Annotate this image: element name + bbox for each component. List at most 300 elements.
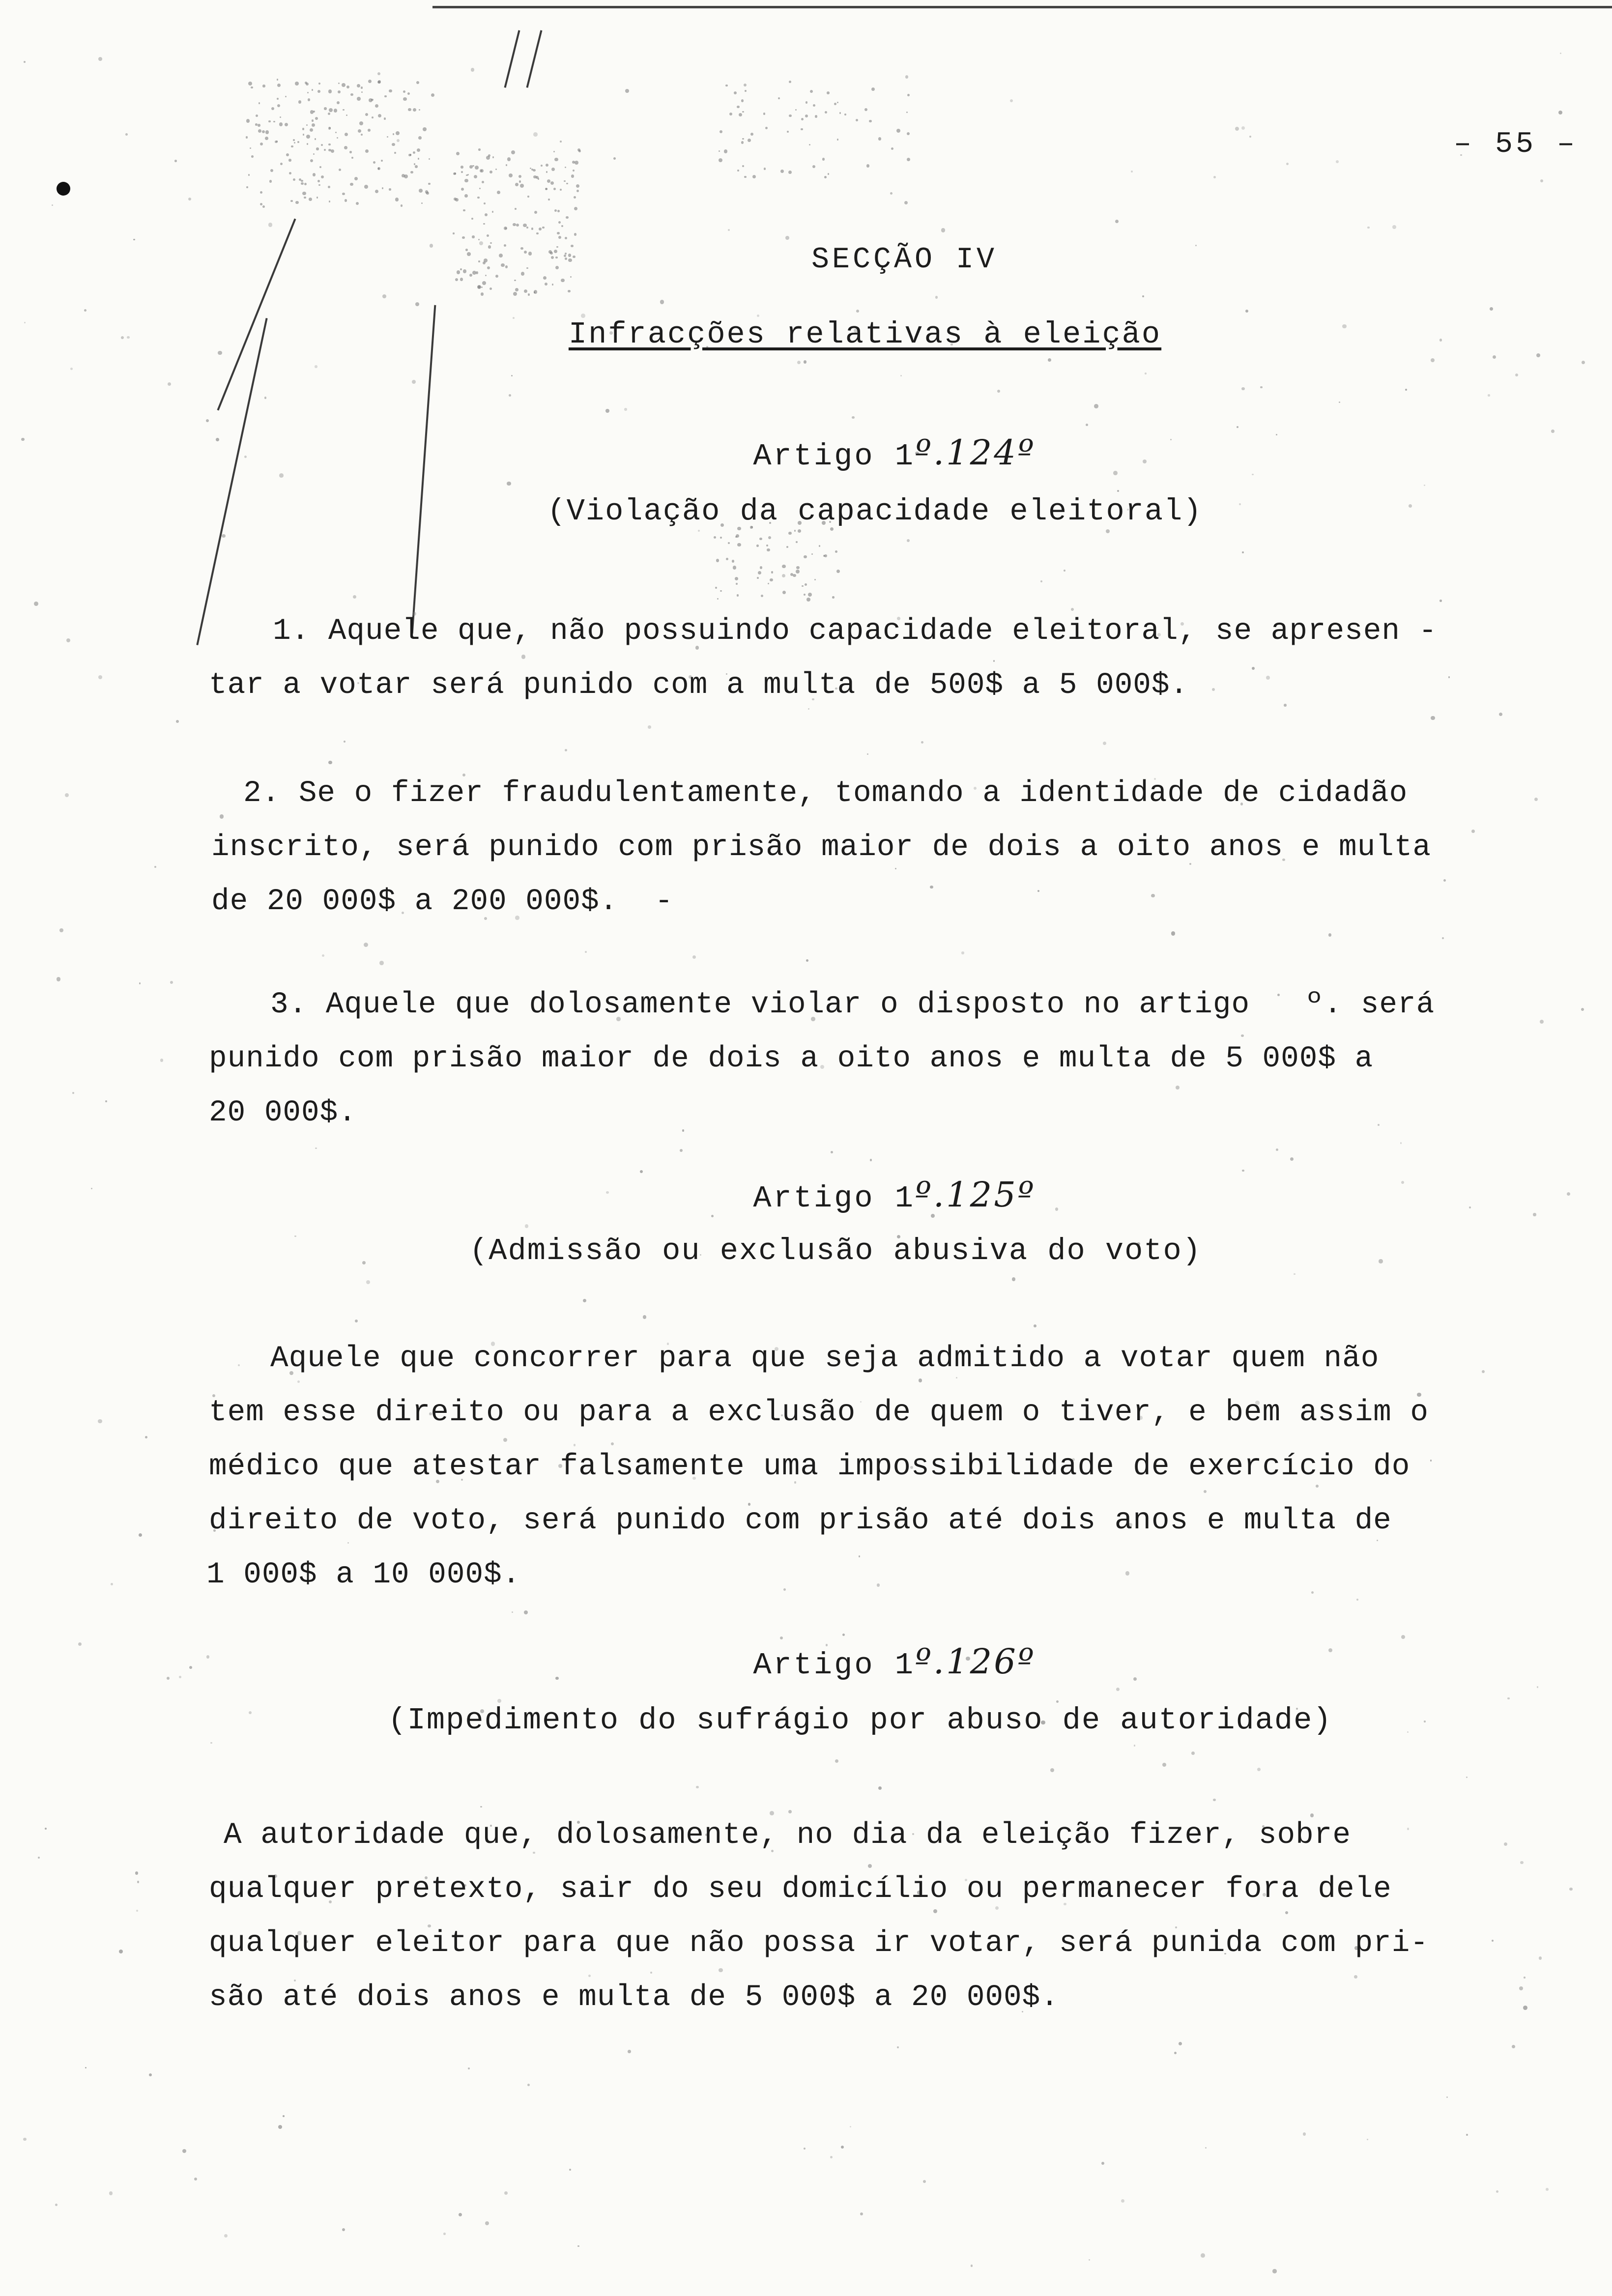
scan-speckle xyxy=(312,89,313,90)
scan-speckle xyxy=(271,107,274,110)
scan-speckle xyxy=(907,132,910,136)
scan-speckle xyxy=(574,196,576,199)
scan-speckle xyxy=(566,183,568,185)
scan-speckle xyxy=(206,419,209,422)
scan-speckle xyxy=(384,95,386,97)
scan-speckle xyxy=(294,142,295,144)
scan-speckle xyxy=(315,1148,317,1149)
paragraph-line: A autoridade que, dolosamente, no dia da eleição fizer, sobre xyxy=(224,1818,1351,1852)
scan-speckle xyxy=(805,115,808,117)
scan-speckle xyxy=(871,87,875,91)
scan-speckle xyxy=(1235,127,1239,131)
scan-speckle xyxy=(278,2125,282,2129)
scan-speckle xyxy=(737,543,741,547)
scan-speckle xyxy=(780,170,784,173)
scan-speckle xyxy=(574,207,577,210)
scan-speckle xyxy=(280,163,283,165)
scan-speckle xyxy=(382,294,386,298)
scan-speckle xyxy=(1496,2190,1498,2193)
scan-speckle xyxy=(318,184,320,186)
scan-speckle xyxy=(839,112,841,114)
scan-speckle xyxy=(1499,713,1502,716)
scan-speckle xyxy=(1131,171,1133,173)
article-subtitle: (Violação da capacidade eleitoral) xyxy=(547,494,1203,529)
scan-speckle xyxy=(160,1059,164,1062)
scan-speckle xyxy=(1237,426,1238,428)
scan-speckle xyxy=(38,1857,40,1859)
scan-speckle xyxy=(258,124,260,126)
scan-speckle xyxy=(403,90,405,93)
scan-speckle xyxy=(716,559,719,562)
scan-speckle xyxy=(1520,1861,1524,1865)
scan-speckle xyxy=(84,309,86,312)
scan-speckle xyxy=(492,211,494,213)
scan-speckle xyxy=(344,741,345,743)
scan-speckle xyxy=(1103,742,1106,745)
scan-speckle xyxy=(804,555,806,558)
scan-speckle xyxy=(737,594,739,596)
scan-speckle xyxy=(265,137,268,140)
scan-speckle xyxy=(1466,2134,1468,2136)
scan-speckle xyxy=(210,1742,212,1744)
scan-speckle xyxy=(379,961,384,965)
scan-speckle xyxy=(745,90,747,92)
scan-speckle xyxy=(289,172,291,174)
scan-speckle xyxy=(344,146,347,149)
scan-speckle xyxy=(329,108,333,112)
scan-speckle xyxy=(997,390,1000,393)
scan-speckle xyxy=(564,180,566,182)
scan-speckle xyxy=(381,160,383,162)
scan-speckle xyxy=(814,579,816,580)
scan-speckle xyxy=(260,143,263,145)
scan-speckle xyxy=(1537,1686,1539,1688)
scan-speckle xyxy=(565,167,566,168)
scan-speckle xyxy=(789,81,791,83)
scan-speckle xyxy=(541,165,543,167)
scan-speckle xyxy=(742,111,744,113)
scan-speckle xyxy=(1356,1599,1358,1601)
scan-speckle xyxy=(554,158,558,162)
scan-speckle xyxy=(553,188,556,190)
scan-speckle xyxy=(365,113,369,116)
scan-speckle xyxy=(387,136,388,138)
scan-speckle xyxy=(737,106,739,108)
scan-speckle xyxy=(557,210,560,212)
scan-speckle xyxy=(714,536,716,539)
scan-speckle xyxy=(105,1100,107,1102)
scan-speckle xyxy=(561,279,565,283)
scan-speckle xyxy=(1439,600,1442,602)
scan-speckle xyxy=(423,127,426,131)
scan-speckle xyxy=(527,196,529,197)
scan-speckle xyxy=(268,120,270,122)
scan-speckle xyxy=(1201,2253,1205,2258)
scan-speckle xyxy=(806,598,810,602)
scan-speckle xyxy=(554,209,557,212)
scan-speckle xyxy=(561,225,563,227)
scan-speckle xyxy=(533,169,536,172)
scan-speckle xyxy=(1431,716,1435,720)
scan-speckle xyxy=(415,165,417,168)
scan-speckle xyxy=(728,542,730,544)
scan-speckle xyxy=(971,2265,973,2267)
scan-speckle xyxy=(1519,1986,1523,1990)
scan-speckle xyxy=(552,284,553,285)
scan-speckle xyxy=(648,725,651,729)
scan-speckle xyxy=(98,1419,102,1424)
scan-speckle xyxy=(830,2156,833,2158)
scan-speckle xyxy=(696,1786,699,1789)
paragraph-line: são até dois anos e multa de 5 000$ a 20 000$. xyxy=(209,1980,1059,2014)
scan-speckle xyxy=(513,292,517,296)
scan-speckle xyxy=(306,83,309,86)
scan-speckle xyxy=(1430,1460,1432,1461)
scan-speckle xyxy=(1328,933,1332,937)
scan-speckle xyxy=(1339,402,1340,403)
scan-speckle xyxy=(1581,1008,1584,1011)
scan-speckle xyxy=(835,550,837,553)
scan-speckle xyxy=(315,138,316,140)
scan-speckle xyxy=(719,150,720,152)
scan-speckle xyxy=(136,1910,138,1912)
scan-speckle xyxy=(421,202,423,204)
scan-speckle xyxy=(269,180,272,182)
scan-speckle xyxy=(515,183,518,186)
scan-speckle xyxy=(389,89,392,93)
scan-speckle xyxy=(306,124,308,126)
scan-speckle xyxy=(906,112,908,113)
scan-speckle xyxy=(724,149,727,153)
scan-speckle xyxy=(246,136,248,138)
scan-speckle xyxy=(355,1320,358,1322)
scan-speckle xyxy=(480,1806,482,1808)
scan-speckle xyxy=(573,170,575,172)
scan-speckle xyxy=(410,171,413,173)
scan-speckle xyxy=(804,360,807,364)
scan-speckle xyxy=(111,1583,113,1585)
scan-speckle xyxy=(478,286,481,288)
scan-speckle xyxy=(125,133,128,136)
article-label: Artigo 1 xyxy=(753,439,915,474)
scan-speckle xyxy=(220,814,224,819)
scan-speckle xyxy=(464,179,468,183)
scan-speckle xyxy=(342,2228,345,2231)
scan-speckle xyxy=(782,591,786,594)
scan-speckle xyxy=(1010,99,1013,102)
scan-speckle xyxy=(1272,2269,1276,2273)
scan-speckle xyxy=(805,583,807,586)
scan-speckle xyxy=(715,587,717,589)
scan-speckle xyxy=(397,139,400,142)
scan-speckle xyxy=(375,104,378,108)
scan-speckle xyxy=(149,2073,152,2076)
scan-speckle xyxy=(285,96,287,97)
scan-speckle xyxy=(680,1149,683,1152)
scan-speckle xyxy=(788,532,792,535)
scan-speckle xyxy=(408,154,411,156)
scan-speckle xyxy=(194,2178,197,2181)
scan-speckle xyxy=(308,98,311,101)
scan-speckle xyxy=(757,577,759,579)
scan-speckle xyxy=(482,181,484,183)
scan-speckle xyxy=(485,2221,489,2225)
scan-speckle xyxy=(923,2180,926,2183)
scan-speckle xyxy=(416,81,419,84)
scan-speckle xyxy=(350,183,353,186)
scan-speckle xyxy=(1142,295,1144,297)
scan-speckle xyxy=(768,583,769,584)
scan-speckle xyxy=(415,302,419,306)
scan-speckle xyxy=(728,229,730,231)
scan-speckle xyxy=(471,218,473,220)
scan-speckle xyxy=(856,310,859,313)
scan-speckle xyxy=(472,235,474,238)
scan-speckle xyxy=(1257,1768,1261,1771)
scan-speckle xyxy=(461,171,463,173)
scan-speckle xyxy=(907,158,910,161)
paragraph-line: qualquer eleitor para que não possa ir votar, será punida com pri- xyxy=(209,1926,1429,1960)
scan-speckle xyxy=(309,198,312,201)
scan-speckle xyxy=(497,191,500,194)
scan-speckle xyxy=(896,129,900,133)
scan-speckle xyxy=(317,197,318,199)
scan-speckle xyxy=(717,598,719,600)
scan-speckle xyxy=(545,188,547,190)
scan-speckle xyxy=(329,201,331,202)
scan-speckle xyxy=(542,227,544,229)
scan-speckle xyxy=(736,534,739,538)
scan-speckle xyxy=(1488,394,1490,397)
scan-speckle xyxy=(566,216,569,219)
scan-speckle xyxy=(306,135,310,139)
scan-speckle xyxy=(413,108,417,112)
scan-speckle xyxy=(170,981,173,984)
scan-speckle xyxy=(321,175,324,178)
scan-speckle xyxy=(1212,688,1215,691)
scan-speckle xyxy=(935,296,938,298)
scan-speckle xyxy=(260,191,262,194)
scan-speckle xyxy=(1266,676,1270,680)
scan-speckle xyxy=(481,287,483,288)
scan-speckle xyxy=(489,287,492,290)
scan-speckle xyxy=(1176,1086,1180,1090)
scan-speckle xyxy=(65,793,69,798)
scan-speckle xyxy=(273,121,275,123)
article-label: Artigo 1 xyxy=(753,1181,915,1216)
scan-speckle xyxy=(484,202,486,204)
scan-speckle xyxy=(739,113,742,116)
scan-speckle xyxy=(251,86,253,89)
scan-speckle xyxy=(1515,373,1518,376)
scan-speckle xyxy=(509,394,511,397)
scan-speckle xyxy=(788,171,792,174)
scan-speckle xyxy=(831,1151,833,1153)
article-handwritten-number: º.126º xyxy=(915,1641,1036,1682)
scan-speckle xyxy=(836,570,840,573)
scan-speckle xyxy=(576,184,579,188)
scan-speckle xyxy=(24,61,26,63)
scan-speckle xyxy=(1116,1688,1120,1691)
scan-speckle xyxy=(339,169,341,171)
scan-speckle xyxy=(533,132,538,137)
scan-speckle xyxy=(419,189,423,193)
scan-speckle xyxy=(366,1280,370,1284)
scan-speckle xyxy=(1407,1828,1410,1830)
article-heading xyxy=(88,1641,1612,1683)
scan-speckle xyxy=(941,228,945,232)
scan-speckle xyxy=(837,102,838,103)
scan-speckle xyxy=(1536,353,1540,357)
scan-speckle xyxy=(1284,704,1287,707)
scan-speckle xyxy=(518,175,521,178)
scan-speckle xyxy=(346,115,347,116)
scan-speckle xyxy=(301,180,303,182)
scan-speckle xyxy=(856,119,858,121)
article-heading xyxy=(88,1175,1612,1216)
scan-speckle xyxy=(742,165,744,167)
scan-speckle xyxy=(304,183,307,185)
scan-speckle xyxy=(905,75,908,78)
scan-speckle xyxy=(729,113,732,115)
scan-speckle xyxy=(429,158,430,160)
scan-speckle xyxy=(268,223,272,227)
scan-speckle xyxy=(778,97,780,99)
scan-speckle xyxy=(813,104,815,107)
scan-speckle xyxy=(428,183,431,185)
scan-speckle xyxy=(70,368,73,370)
scan-speckle xyxy=(1466,1777,1468,1778)
scan-speckle xyxy=(45,1828,47,1830)
scan-speckle xyxy=(536,232,539,235)
scan-speckle xyxy=(961,951,964,954)
scan-speckle xyxy=(1048,358,1051,362)
scan-speckle xyxy=(1213,176,1216,178)
scan-speckle xyxy=(286,153,289,156)
scan-speckle xyxy=(222,534,226,538)
scan-speckle xyxy=(869,120,871,122)
scan-speckle xyxy=(1245,310,1248,313)
scan-speckle xyxy=(492,156,494,158)
scan-speckle xyxy=(810,90,813,93)
scan-speckle xyxy=(741,141,744,144)
scan-speckle xyxy=(377,72,380,75)
scan-speckle xyxy=(338,83,340,84)
scan-speckle xyxy=(328,113,330,115)
scan-speckle xyxy=(1115,220,1119,223)
scan-speckle xyxy=(867,753,868,755)
scan-speckle xyxy=(393,133,394,135)
scan-speckle xyxy=(1534,798,1538,801)
scan-speckle xyxy=(726,558,728,560)
scan-speckle xyxy=(328,144,330,145)
scan-speckle xyxy=(783,1588,786,1591)
scan-speckle xyxy=(1286,163,1289,165)
scan-speckle xyxy=(732,560,735,563)
scan-speckle xyxy=(1367,2139,1368,2140)
scan-speckle xyxy=(361,134,363,136)
scan-speckle xyxy=(356,202,359,205)
scan-speckle xyxy=(394,152,396,154)
scan-speckle xyxy=(576,190,579,193)
scan-speckle xyxy=(489,171,492,173)
scan-speckle xyxy=(1560,53,1561,54)
scan-speckle xyxy=(526,227,528,229)
scan-speckle xyxy=(1089,2259,1090,2261)
scan-speckle xyxy=(720,130,722,133)
scan-speckle xyxy=(389,188,391,190)
scan-speckle xyxy=(625,89,629,93)
scan-speckle xyxy=(1507,1697,1510,1700)
scan-speckle xyxy=(359,121,363,125)
scan-speckle xyxy=(859,1555,860,1557)
scan-speckle xyxy=(1336,160,1339,163)
scan-speckle xyxy=(1446,2096,1448,2098)
scan-speckle xyxy=(759,538,762,541)
scan-speckle xyxy=(628,2050,631,2053)
scan-speckle xyxy=(506,164,507,166)
scan-speckle xyxy=(285,123,288,126)
scan-speckle xyxy=(804,594,806,596)
scan-speckle xyxy=(515,208,517,210)
scan-speckle xyxy=(324,149,326,151)
margin-bullet-mark xyxy=(57,182,70,196)
scan-speckle xyxy=(1094,404,1098,408)
paragraph-line: 2. Se o fizer fraudulentamente, tomando a identidade de cidadão xyxy=(243,776,1408,810)
scan-speckle xyxy=(907,539,910,542)
scan-speckle xyxy=(288,159,291,161)
scan-speckle xyxy=(475,166,479,170)
scan-speckle xyxy=(897,2046,899,2048)
scan-speckle xyxy=(395,198,399,201)
scan-speckle xyxy=(534,211,537,214)
scan-speckle xyxy=(313,111,315,113)
scan-speckle xyxy=(145,1436,147,1438)
margin-pencil-mark xyxy=(526,30,543,87)
scan-speckle xyxy=(295,201,299,204)
scan-speckle xyxy=(375,190,379,194)
article-label: Artigo 1 xyxy=(753,1648,915,1683)
section-title: SECÇÃO IV xyxy=(811,243,998,277)
scan-speckle xyxy=(337,101,340,104)
scan-speckle xyxy=(1490,307,1493,311)
scan-speckle xyxy=(1037,890,1039,892)
scan-speckle xyxy=(741,99,744,102)
scan-speckle xyxy=(798,529,801,533)
scan-speckle xyxy=(1213,1799,1215,1801)
scan-speckle xyxy=(841,2146,844,2149)
scan-speckle xyxy=(1558,111,1562,115)
scan-speckle xyxy=(456,152,460,155)
scan-speckle xyxy=(277,84,281,87)
scan-speckle xyxy=(643,1315,647,1319)
scan-speckle xyxy=(565,237,567,239)
scan-speckle xyxy=(538,178,539,179)
scan-speckle xyxy=(139,1533,142,1537)
scan-speckle xyxy=(315,117,318,120)
scan-speckle xyxy=(515,288,518,291)
scan-speckle xyxy=(343,109,344,111)
scan-speckle xyxy=(1249,136,1251,138)
scan-speckle xyxy=(293,139,295,141)
scan-speckle xyxy=(864,108,867,111)
scan-speckle xyxy=(834,103,837,106)
scan-speckle xyxy=(119,1950,123,1953)
scan-speckle xyxy=(1524,1977,1526,1979)
scan-speckle xyxy=(349,151,352,153)
scan-speckle xyxy=(417,148,420,152)
scan-speckle xyxy=(419,109,420,111)
